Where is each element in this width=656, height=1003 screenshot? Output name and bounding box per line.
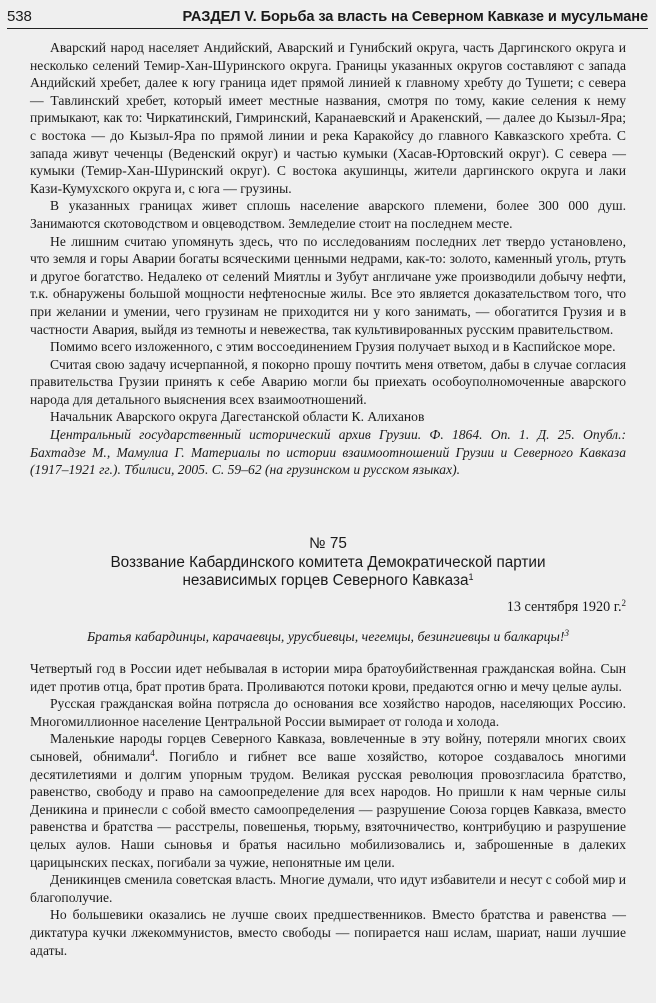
paragraph: Аварский народ населяет Андийский, Аварский и Гунибский округа, часть Даргинского округа и несколько селений Темир-Хан-Шуринского округа. Границы указанных округов составляют с запада Андийский хребет, далее к югу граница идет прямой линией к главному хребту до Тушети; с севера — Тавлинский хребет, который имеет местные названия, смотря по тому, какие селения к нему примыкают, как то: Чиркатинский, Гимринский, Каранаевский и Аракенский, — далее до Кызыл-Яра; с востока — до Кызыл-Яра по прямой линии и река Каракойсу до главного Кавказского хребта. С запада живут чеченцы (Веденский округ) и частью кумыки (Хасав-Юртовский округ). С севера — кумыки (Темир-Хан-Шуринский округ). С востока акушинцы, жители даргинского округа и лаки Кази-Кумухского округа и, с юга — грузины.	[30, 40, 626, 196]
signature: Начальник Аварского округа Дагестанской области К. Алиханов	[50, 409, 425, 425]
page-number: 538	[7, 8, 32, 25]
date-text: 13 сентября 1920 г.	[506, 598, 622, 615]
footnote-marker: 1	[468, 571, 474, 582]
main-text	[30, 39, 626, 959]
section-title: РАЗДЕЛ V. Борьба за власть на Северном Кавказе и мусульмане	[182, 9, 648, 25]
paragraph: Но большевики оказались не лучше своих предшественников. Вместо братства и равенства — диктатура кучки лжекоммунистов, вместо свободы — попирается наш ислам, шариат, наши лучшие адаты.	[30, 907, 626, 958]
paragraph: Не лишним считаю упомянуть здесь, что по исследованиям последних лет твердо установлено, что земля и горы Аварии богаты всяческими ценными недрами, как-то: золото, каменный уголь, ртуть и другое богатство. Недалеко от селений Миятлы и Зубут англичане уже производили добычу нефти, т.к. обнаружены большой мощности нефтеносные жилы. Все это является доказательством того, что при желании и умении, чего грузинам не приходится ни у кого занимать, — обогатится Грузия и в частности Авария, выйдя из темноты и невежества, так культивированных русским правительством.	[30, 233, 626, 337]
footnote-marker: 4	[150, 748, 155, 758]
document-title-line: независимых горцев Северного Кавказа	[182, 571, 469, 589]
running-header	[7, 8, 648, 29]
document-date	[30, 599, 626, 617]
appeal-text	[30, 660, 626, 959]
document-title-line: Воззвание Кабардинского комитета Демократической партии	[110, 553, 546, 571]
paragraph: Русская гражданская война потрясла до основания все хозяйство народов, населяющих Россию. Многомиллионное население Центральной России вымирает от голода и холода.	[30, 696, 626, 729]
greeting	[30, 628, 626, 646]
footnote-marker: 3	[564, 628, 569, 639]
footnote-marker: 2	[621, 597, 626, 608]
document-title	[30, 554, 626, 590]
paragraph	[30, 730, 626, 871]
paragraph: Помимо всего изложенного, с этим воссоединением Грузия получает выход и в Каспийское море.	[50, 339, 616, 355]
greeting-text: Братья кабардинцы, карачаевцы, урусбиевцы, чегемцы, безингиевцы и балкарцы!	[87, 629, 565, 645]
paragraph: Деникинцев сменила советская власть. Многие думали, что идут избавители и несут с собой мир и благополучие.	[30, 872, 626, 905]
paragraph-part: . Погибло и гибнет все ваше хозяйство, которое создавалось многими десятилетиями и долгим упорным трудом. Великая русская революция провозгласила братство, равенство, свободу и право на самоопределение для всех народов. Но пришли к нам черные силы Деникина и принесли с собой вместо самоопределения — разрушение Союза горцев Кавказа, вместо равенства и братства — расстрелы, повешенья, тюрьму, взяточничество, контрибуцию и разрушение целых аулов. Наши сыновья и братья насильно мобилизовались и, заброшенные в далеких царицынских песках, погибали за чужие, непонятные им цели.	[30, 749, 627, 870]
document-number: № 75	[309, 534, 347, 552]
paragraph: Четвертый год в России идет небывалая в истории мира братоубийственная гражданская война. Сын идет против отца, брат против брата. Проливаются потоки крови, предаются огню и мечу целые аулы.	[30, 661, 626, 694]
archive-source: Центральный государственный исторический архив Грузии. Ф. 1864. Оп. 1. Д. 25. Опубл.: Бахтадзе М., Мамулиа Г. Материалы по истории взаимоотношений Грузии и Северного Кавказа (1917–1921 гг.). Тбилиси, 2005. С. 59–62 (на грузинском и русском языках).	[30, 427, 626, 478]
paragraph: В указанных границах живет сплошь население аварского племени, более 300 000 душ. Занимаются скотоводством и овцеводством. Земледелие стоит на последнем месте.	[30, 198, 626, 231]
paragraph-part: Маленькие народы горцев Северного Кавказа, вовлеченные в эту войну, потеряли многих своих сыновей, обнимали	[30, 731, 626, 764]
paragraph: Считая свою задачу исчерпанной, я покорно прошу почтить меня ответом, дабы в случае согласия правительства Грузии принять к себе Аварию могли бы приехать особоуполномоченные аварского народа для детального выяснения всех взаимоотношений.	[30, 356, 626, 407]
